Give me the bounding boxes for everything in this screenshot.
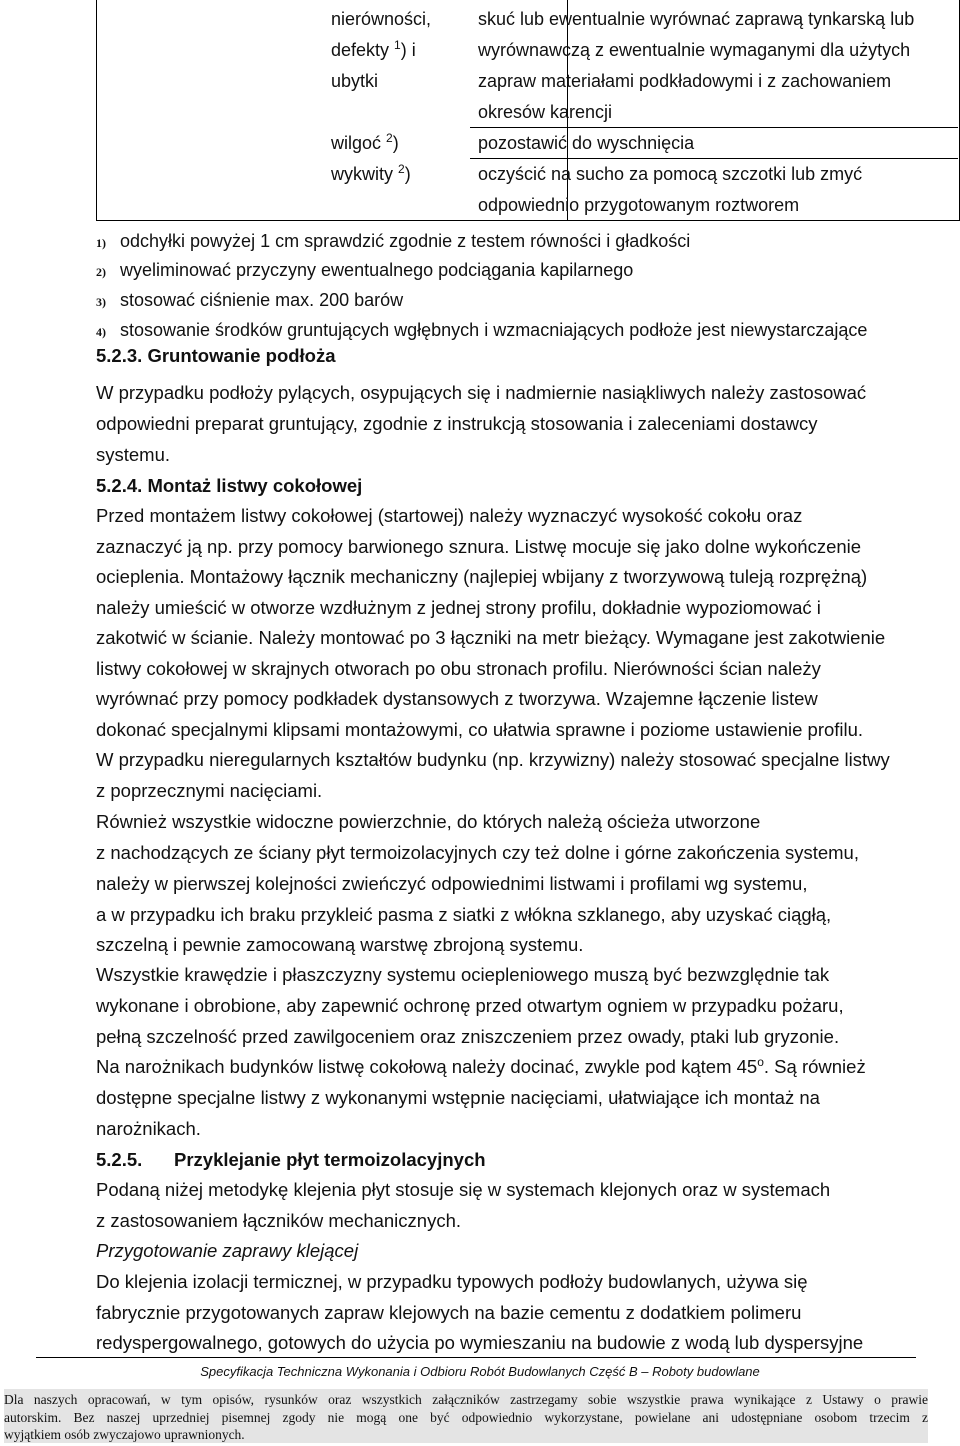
paragraph-line: Podaną niżej metodykę klejenia płyt stosuje się w systemach klejonych oraz w systemach — [96, 1179, 831, 1200]
copyright-line: Dla naszych opracowań, w tym opisów, rysunków oraz wszystkich załączników zastrzegamy sobie wszystkie prawa wynikające z Ustawy o prawie — [4, 1392, 928, 1407]
paragraph-line: Wszystkie krawędzie i płaszczyzny systemu ociepleniowego muszą być bezwzględnie tak — [96, 964, 830, 985]
footnote: 1) odchyłki powyżej 1 cm sprawdzić zgodnie z testem równości i gładkości — [96, 231, 691, 251]
table-cell-action: pozostawić do wyschnięcia — [478, 133, 695, 153]
footer-spec-title: Specyfikacja Techniczna Wykonania i Odbioru Robót Budowlanych Część B – Roboty budowlane — [200, 1364, 760, 1379]
paragraph-line: Przed montażem listwy cokołowej (startowej) należy wyznaczyć wysokość cokołu oraz — [96, 505, 803, 526]
table-cell-action: oczyścić na sucho za pomocą szczotki lub zmyć — [478, 164, 863, 184]
paragraph-line: pełną szczelność przed zawilgoceniem oraz zniszczeniem przez owady, ptaki lub gryzonie. — [96, 1026, 840, 1047]
paragraph-line: Również wszystkie widoczne powierzchnie, do których należą ościeża utworzone — [96, 811, 761, 832]
footer-rule — [36, 1357, 916, 1358]
paragraph-line: narożnikach. — [96, 1118, 201, 1139]
table-cell-action: skuć lub ewentualnie wyrównać zaprawą tynkarską lub — [478, 9, 915, 29]
footnote: 3) stosować ciśnienie max. 200 barów — [96, 290, 404, 310]
paragraph-line: Do klejenia izolacji termicznej, w przypadku typowych podłoży budowlanych, używa się — [96, 1271, 808, 1292]
paragraph-line: należy w pierwszej kolejności zwieńczyć odpowiednimi listwami i profilami wg systemu, — [96, 873, 808, 894]
table-cell-defect: defekty $^1$) i — [331, 38, 416, 60]
section-heading-5-2-5: 5.2.5. Przyklejanie płyt termoizolacyjnych — [96, 1149, 486, 1170]
section-heading-5-2-3: 5.2.3. Gruntowanie podłoża — [96, 345, 336, 366]
table-cell-action: okresów karencji — [478, 102, 613, 122]
paragraph-line: wyrównać przy pomocy podkładek dystansowych z tworzywa. Wzajemne łączenie listew — [96, 688, 818, 709]
paragraph-line: fabrycznie przygotowanych zapraw klejowych na bazie cementu z dodatkiem polimeru — [96, 1302, 802, 1323]
paragraph-line: redyspergowalnego, gotowych do użycia po wymieszaniu na budowie z wodą lub dyspersyjne — [96, 1332, 864, 1353]
paragraph-line: W przypadku nieregularnych kształtów budynku (np. krzywizny) należy stosować specjalne listwy — [96, 749, 890, 770]
paragraph-line: szczelną i pewnie zamocowaną warstwę zbrojoną systemu. — [96, 934, 584, 955]
table-cell-action: wyrównawczą z ewentualnie wymaganymi dla użytych — [478, 40, 911, 60]
section-heading-5-2-4: 5.2.4. Montaż listwy cokołowej — [96, 475, 363, 496]
table-cell-action: odpowiednio przygotowanym roztworem — [478, 195, 800, 215]
paragraph-line: dokonać specjalnymi klipsami montażowymi, co ułatwia sprawne i poziome ustawienie profilu. — [96, 719, 864, 740]
paragraph-line: listwy cokołowej w skrajnych otworach po obu stronach profilu. Nierówności ścian należy — [96, 658, 821, 679]
paragraph-line: Na narożnikach budynków listwę cokołową należy docinać, zwykle pod kątem 45$^o$. Są również — [96, 1054, 866, 1077]
paragraph-line: a w przypadku ich braku przykleić pasma z siatki z włókna szklanego, aby uzyskać ciągłą, — [96, 904, 832, 925]
footer-copyright-box — [4, 1389, 928, 1443]
paragraph-line: należy umieścić w otworze wzdłużnym z jednej strony profilu, dokładnie wypoziomować i — [96, 597, 821, 618]
subsection-title: Przygotowanie zaprawy klejącej — [96, 1240, 359, 1261]
paragraph-line: wykonane i obrobione, aby zapewnić ochronę przed otwartym ogniem w przypadku pożaru, — [96, 995, 844, 1016]
paragraph-line: z poprzecznymi nacięciami. — [96, 780, 323, 801]
footnote: 2) wyeliminować przyczyny ewentualnego podciągania kapilarnego — [96, 260, 634, 280]
table-cell-defect: ubytki — [331, 71, 379, 91]
paragraph-line: z zastosowaniem łączników mechanicznych. — [96, 1210, 462, 1231]
copyright-line: wyjątkiem osób zwyczajowo uprawnionych. — [4, 1427, 245, 1442]
paragraph-line: zakotwić w ścianie. Należy montować po 3 łączniki na metr bieżący. Wymagane jest zakotwienie — [96, 627, 886, 648]
paragraph-line: z nachodzących ze ściany płyt termoizolacyjnych czy też dolne i górne zakończenia systemu, — [96, 842, 859, 863]
paragraph-line: W przypadku podłoży pylących, osypujących się i nadmiernie nasiąkliwych należy zastosować — [96, 382, 867, 403]
copyright-line: autorskim. Bez naszej uprzedniej pisemnej zgody nie mogą one być odpowiednio wykorzystane, powielane ani udostępniane osobom trzecim z — [4, 1409, 928, 1425]
table-cell-action: zapraw materiałami podkładowymi i z zachowaniem — [478, 71, 892, 91]
paragraph-line: zaznaczyć ją np. przy pomocy barwionego sznura. Listwę mocuje się jako dolne wykończenie — [96, 536, 862, 557]
paragraph-line: odpowiedni preparat gruntujący, zgodnie z instrukcją stosowania i zaleceniami dostawcy — [96, 413, 818, 434]
table-cell-defect: wykwity $^2$) — [331, 162, 411, 184]
footnote: 4) stosowanie środków gruntujących wgłębnych i wzmacniających podłoże jest niewystarczające — [96, 320, 868, 340]
table-cell-defect: nierówności, — [331, 9, 432, 29]
paragraph-line: dostępne specjalne listwy z wykonanymi wstępnie nacięciami, ułatwiające ich montaż na — [96, 1087, 820, 1108]
table-cell-defect: wilgoć $^2$) — [331, 131, 399, 153]
paragraph-line: systemu. — [96, 444, 171, 465]
paragraph-line: ocieplenia. Montażowy łącznik mechaniczny (najlepiej wbijany z tworzywową tuleją rozprężną) — [96, 566, 868, 587]
